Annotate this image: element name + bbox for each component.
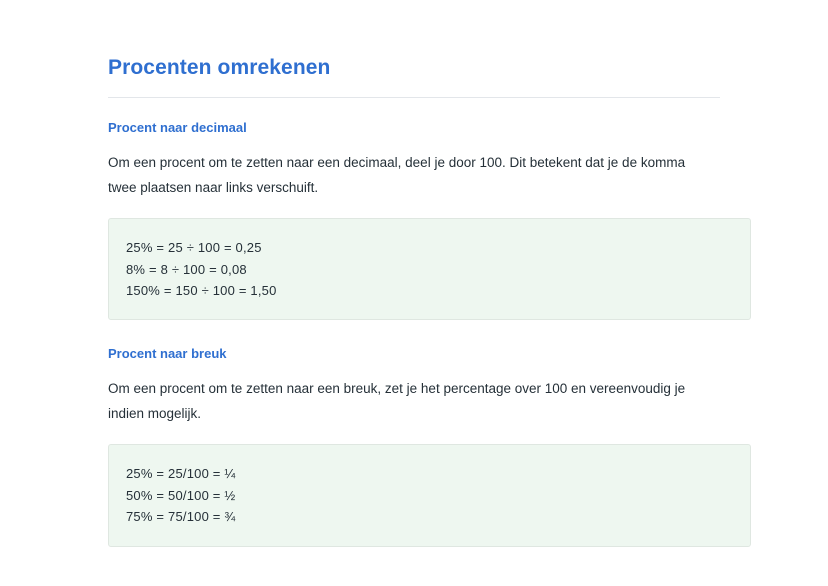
- example-box: [108, 444, 751, 546]
- example-line: 8% = 8 ÷ 100 = 0,08: [126, 261, 247, 277]
- section-heading: Procent naar breuk: [108, 346, 227, 362]
- example-line: 25% = 25/100 = ¼: [126, 466, 236, 482]
- example-line: 75% = 75/100 = ¾: [126, 509, 236, 525]
- example-line: 150% = 150 ÷ 100 = 1,50: [126, 283, 277, 298]
- section-procent-naar-decimaal: [108, 120, 750, 320]
- section-paragraph: Om een procent om te zetten naar een breuk, zet je het percentage over 100 en vereenvoudig je indien mogelijk.: [108, 381, 686, 422]
- page-title: Procenten omrekenen: [108, 56, 331, 79]
- section-paragraph: Om een procent om te zetten naar een decimaal, deel je door 100. Dit betekent dat je de komma twee plaatsen naar links verschuift.: [108, 155, 686, 196]
- section-heading: Procent naar decimaal: [108, 120, 247, 136]
- example-box: [108, 218, 751, 320]
- title-divider: [108, 97, 720, 98]
- section-procent-naar-breuk: [108, 346, 750, 546]
- example-line: 50% = 50/100 = ½: [126, 487, 236, 503]
- example-line: 25% = 25 ÷ 100 = 0,25: [126, 240, 262, 256]
